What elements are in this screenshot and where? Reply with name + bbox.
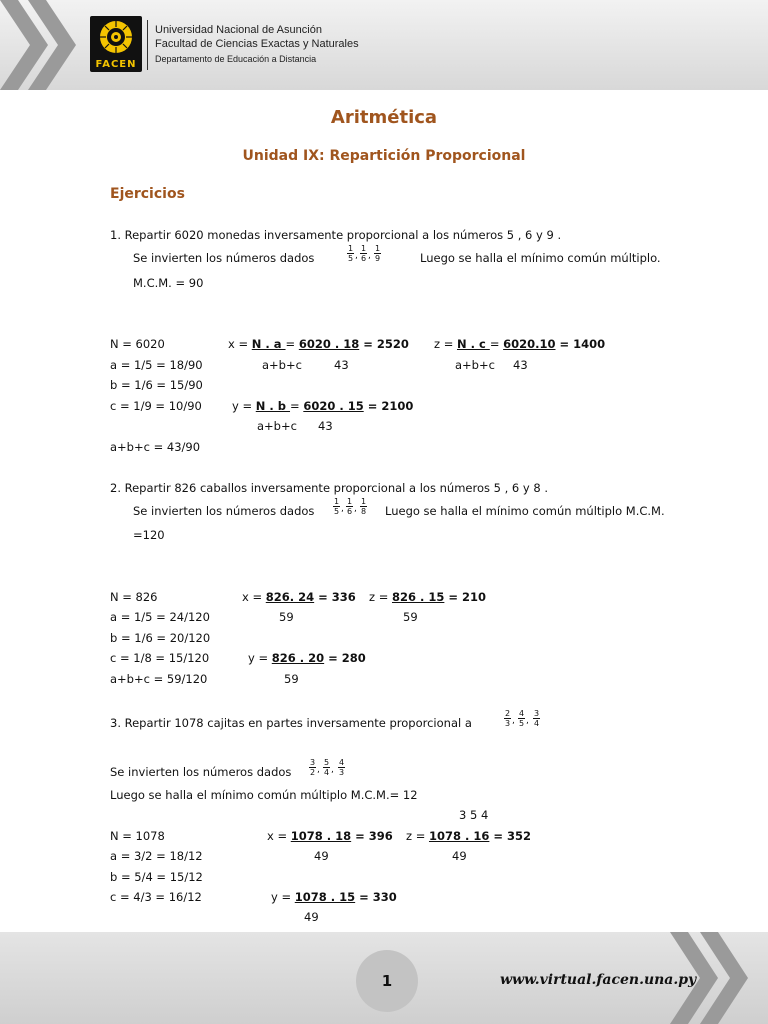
ex1-a: a = 1/5 = 18/90 (110, 358, 203, 372)
fraction-denominator: 4 (323, 768, 330, 777)
ex2-x-denominator: 59 (279, 610, 294, 624)
header-band (0, 0, 768, 90)
fraction-numerator: 3 (533, 709, 540, 718)
ex3-b: b = 5/4 = 15/12 (110, 870, 203, 884)
page-number: 1 (356, 950, 418, 1012)
fraction-denominator: 6 (360, 254, 367, 263)
fraction-numerator: 1 (346, 497, 353, 506)
ex3-x-equation: x = 1078 . 18 = 396 (267, 829, 393, 843)
ex3-z-denominator: 49 (452, 849, 467, 863)
ex3-x-denominator: 49 (314, 849, 329, 863)
ex1-x-denominator: a+b+c (262, 358, 302, 372)
facen-logo (90, 16, 142, 72)
ex2-sum: a+b+c = 59/120 (110, 672, 208, 686)
ex3-z-equation: z = 1078 . 16 = 352 (406, 829, 532, 843)
fraction-numerator: 3 (309, 758, 316, 767)
ex2-z-equation: z = 826 . 15 = 210 (369, 590, 487, 604)
fraction-denominator: 6 (346, 507, 353, 516)
ex1-c: c = 1/9 = 10/90 (110, 399, 202, 413)
section-heading: Ejercicios (110, 186, 185, 202)
fraction-denominator: 5 (347, 254, 354, 263)
sunflower-icon (90, 16, 142, 58)
ex1-statement: 1. Repartir 6020 monedas inversamente proporcional a los números 5 , 6 y 9 . (110, 228, 562, 242)
fraction-denominator: 2 (309, 768, 316, 777)
fraction-numerator: 4 (338, 758, 345, 767)
ex1-sum: a+b+c = 43/90 (110, 440, 201, 454)
fraction-numerator: 1 (360, 497, 367, 506)
fraction-denominator: 5 (518, 719, 525, 728)
chevron-decoration-icon (660, 932, 768, 1024)
ex2-mcm-instruction: Luego se halla el mínimo común múltiplo M.C.M. (385, 504, 665, 518)
ex2-n: N = 826 (110, 590, 158, 604)
fraction-denominator: 4 (533, 719, 540, 728)
ex1-z-equation: z = N . c = 6020.10 = 1400 (434, 337, 606, 351)
department-name: Departamento de Educación a Distancia (155, 54, 317, 64)
university-name: Universidad Nacional de Asunción (155, 24, 322, 36)
ex1-z-denominator: a+b+c (455, 358, 495, 372)
ex3-n: N = 1078 (110, 829, 165, 843)
ex1-mcm-instruction: Luego se halla el mínimo común múltiplo. (420, 251, 661, 265)
chevron-decoration-icon (0, 0, 90, 90)
fraction-numerator: 1 (360, 244, 367, 253)
ex2-a: a = 1/5 = 24/120 (110, 610, 210, 624)
ex2-mcm: =120 (133, 528, 165, 542)
header-divider (147, 20, 148, 70)
ex3-y-equation: y = 1078 . 15 = 330 (271, 890, 397, 904)
footer-url[interactable]: www.virtual.facen.una.py (500, 972, 697, 988)
faculty-name: Facultad de Ciencias Exactas y Naturales (155, 38, 359, 50)
ex3-quotients: 3 5 4 (459, 808, 489, 822)
ex1-x-denominator-value: 43 (334, 358, 349, 372)
fraction-numerator: 2 (504, 709, 511, 718)
fraction-denominator: 3 (338, 768, 345, 777)
fraction-denominator: 3 (504, 719, 511, 728)
unit-subtitle: Unidad IX: Repartición Proporcional (242, 148, 526, 164)
ex1-z-denominator-value: 43 (513, 358, 528, 372)
ex1-mcm: M.C.M. = 90 (133, 276, 204, 290)
fraction-numerator: 1 (374, 244, 381, 253)
fraction-numerator: 1 (347, 244, 354, 253)
fraction-denominator: 9 (374, 254, 381, 263)
ex1-y-equation: y = N . b = 6020 . 15 = 2100 (232, 399, 414, 413)
ex3-mcm: Luego se halla el mínimo común múltiplo M.C.M.= 12 (110, 788, 418, 802)
fraction-numerator: 4 (518, 709, 525, 718)
fraction-denominator: 5 (333, 507, 340, 516)
logo-label: FACEN (95, 59, 137, 70)
fraction-numerator: 1 (333, 497, 340, 506)
ex2-y-denominator: 59 (284, 672, 299, 686)
ex3-y-denominator: 49 (304, 910, 319, 924)
ex2-invert-text: Se invierten los números dados (133, 504, 315, 518)
ex1-b: b = 1/6 = 15/90 (110, 378, 203, 392)
ex1-n: N = 6020 (110, 337, 165, 351)
fraction-numerator: 5 (323, 758, 330, 767)
ex3-statement: 3. Repartir 1078 cajitas en partes inversamente proporcional a (110, 716, 472, 730)
ex1-invert-text: Se invierten los números dados (133, 251, 315, 265)
page-title: Aritmética (330, 107, 438, 128)
ex1-x-equation: x = N . a = 6020 . 18 = 2520 (228, 337, 409, 351)
ex3-c: c = 4/3 = 16/12 (110, 890, 202, 904)
ex2-statement: 2. Repartir 826 caballos inversamente proporcional a los números 5 , 6 y 8 . (110, 481, 548, 495)
ex3-a: a = 3/2 = 18/12 (110, 849, 203, 863)
ex2-y-equation: y = 826 . 20 = 280 (248, 651, 366, 665)
ex3-invert-text: Se invierten los números dados (110, 765, 292, 779)
ex2-z-denominator: 59 (403, 610, 418, 624)
ex2-b: b = 1/6 = 20/120 (110, 631, 211, 645)
fraction-denominator: 8 (360, 507, 367, 516)
ex1-y-denominator-value: 43 (318, 419, 333, 433)
ex2-x-equation: x = 826. 24 = 336 (242, 590, 356, 604)
ex2-c: c = 1/8 = 15/120 (110, 651, 210, 665)
ex1-y-denominator: a+b+c (257, 419, 297, 433)
